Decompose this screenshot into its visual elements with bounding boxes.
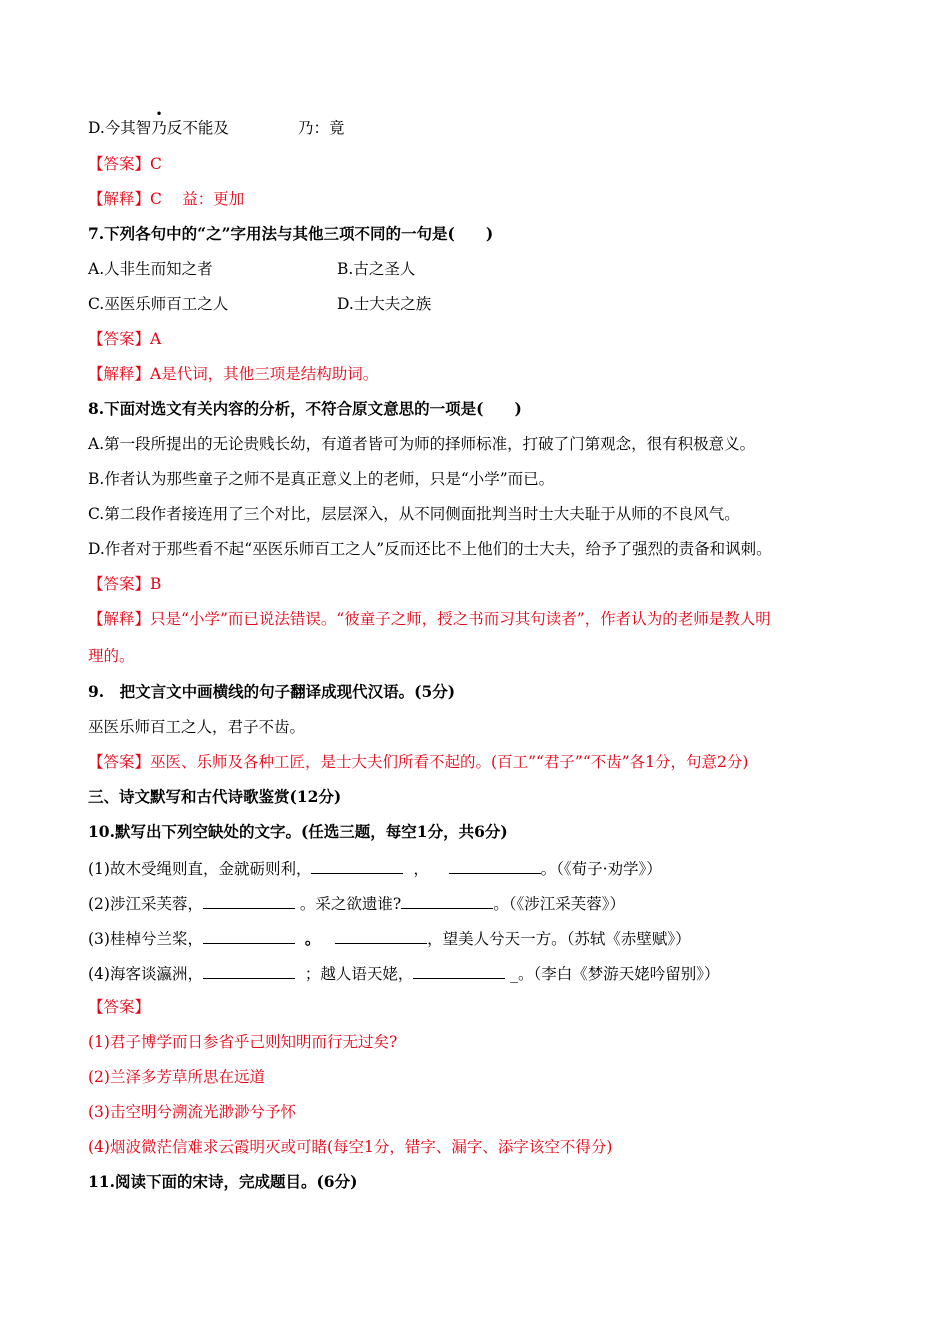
- q6-answer: [88, 154, 162, 174]
- q7-option-c: C.巫医乐师百工之人: [88, 295, 229, 313]
- fill-blank[interactable]: [335, 927, 427, 944]
- answer-tag: 【答案】: [88, 330, 151, 348]
- answer-value: A: [150, 330, 162, 348]
- q10-item-4-source: _。（李白《梦游天姥吟留别》）: [510, 965, 720, 983]
- q8-explain-line-2: 理的。: [88, 647, 135, 665]
- q8-answer: [88, 574, 161, 594]
- q10-stem: 10.默写出下列空缺处的文字。(任选三题，每空1分，共6分): [88, 822, 508, 841]
- q10-answer-tag: 【答案】: [88, 998, 151, 1016]
- q7-options-row-2: [88, 294, 432, 314]
- emphasis-dot-icon: •: [155, 107, 163, 121]
- q6-option-d-gloss: 乃：竟: [298, 119, 345, 137]
- explain-value-line-1: 只是“小学”而已说法错误。“彼童子之师，授之书而习其句读者”，作者认为的老师是教人明: [150, 610, 771, 628]
- q7-answer: [88, 329, 161, 349]
- q10-item-3: [88, 927, 691, 949]
- section-3-heading: 三、诗文默写和古代诗歌鉴赏(12分): [88, 787, 342, 806]
- q6-explain: [88, 189, 244, 209]
- q7-option-b: B.古之圣人: [337, 260, 416, 278]
- q10-item-1-sep: ，: [413, 860, 429, 878]
- q6-option-d-pre: D.今其智: [88, 119, 152, 137]
- explain-tag: 【解释】: [88, 610, 151, 628]
- q9-stem: 9. 把文言文中画横线的句子翻译成现代汉语。(5分): [88, 682, 456, 701]
- answer-tag: 【答案】: [88, 155, 151, 173]
- explain-tag: 【解释】: [88, 365, 151, 383]
- q10-answer-4: (4)烟波微茫信难求云霞明灭或可睹(每空1分，错字、漏字、添字该空不得分): [88, 1138, 613, 1156]
- q9-sentence: 巫医乐师百工之人，君子不齿。: [88, 718, 306, 736]
- q7-option-a: A.人非生而知之者: [88, 260, 213, 278]
- answer-tag: 【答案】: [88, 575, 151, 593]
- q8-explain: [88, 609, 771, 629]
- q10-item-2: [88, 892, 625, 914]
- answer-tag: 【答案】: [88, 753, 151, 771]
- fill-blank[interactable]: [203, 962, 295, 979]
- q9-answer: [88, 752, 748, 772]
- q8-stem: 8.下面对选文有关内容的分析，不符合原文意思的一项是( ): [88, 399, 522, 418]
- q10-item-3-text: (3)桂棹兮兰桨，: [88, 930, 203, 948]
- q10-item-1-text: (1)故木受绳则直，金就砺则利，: [88, 860, 312, 878]
- q10-item-3-source: ，望美人兮天一方。（苏轼《赤壁赋》）: [427, 930, 691, 948]
- q6-option-d-dotted-char: • 乃: [151, 107, 167, 137]
- fill-blank[interactable]: [203, 892, 295, 909]
- q10-item-1: [88, 857, 662, 879]
- fill-blank[interactable]: [449, 857, 541, 874]
- q7-option-d: D.士大夫之族: [337, 295, 432, 313]
- q6-option-d: [88, 107, 345, 138]
- fill-blank[interactable]: [401, 892, 493, 909]
- explain-tag: 【解释】: [88, 190, 151, 208]
- q7-stem: 7.下列各句中的“之”字用法与其他三项不同的一句是( ): [88, 224, 494, 243]
- q6-option-d-post: 反不能及: [166, 119, 229, 137]
- q10-item-2-source: 。（《涉江采芙蓉》）: [493, 895, 625, 913]
- fill-blank[interactable]: [311, 857, 403, 874]
- q7-explain: [88, 364, 378, 384]
- q11-stem: 11.阅读下面的宋诗，完成题目。(6分): [88, 1172, 358, 1191]
- q10-item-1-source: 。（《荀子·劝学》）: [540, 860, 662, 878]
- q10-item-4-mid: ；越人语天姥，: [304, 965, 414, 983]
- q10-item-4: [88, 962, 720, 984]
- q10-answer-3: (3)击空明兮溯流光渺渺兮予怀: [88, 1103, 296, 1121]
- q7-options-row-1: [88, 259, 416, 279]
- q10-answer-2: (2)兰泽多芳草所思在远道: [88, 1068, 265, 1086]
- q10-item-3-sep: 。: [304, 929, 321, 948]
- explain-value: C 益：更加: [150, 190, 245, 208]
- explain-value: A是代词，其他三项是结构助词。: [150, 365, 379, 383]
- q8-option-c: C.第二段作者接连用了三个对比，层层深入，从不同侧面批判当时士大夫耻于从师的不良风气。: [88, 505, 740, 523]
- q8-option-a: A.第一段所提出的无论贵贱长幼，有道者皆可为师的择师标准，打破了门第观念，很有积极意义。: [88, 435, 756, 453]
- q10-item-2-mid: 。采之欲遗谁?: [299, 895, 402, 913]
- q10-item-2-text: (2)涉江采芙蓉，: [88, 895, 203, 913]
- q10-answer-1: (1)君子博学而日参省乎己则知明而行无过矣?: [88, 1033, 398, 1051]
- q8-option-d: D.作者对于那些看不起“巫医乐师百工之人”反而还比不上他们的士大夫，给予了强烈的责备和讽刺。: [88, 540, 772, 558]
- fill-blank[interactable]: [413, 962, 505, 979]
- fill-blank[interactable]: [203, 927, 295, 944]
- answer-value: C: [150, 155, 162, 173]
- answer-value: B: [150, 575, 162, 593]
- q10-item-4-text: (4)海客谈瀛洲，: [88, 965, 203, 983]
- answer-value: 巫医、乐师及各种工匠，是士大夫们所看不起的。(百工”“君子”“不齿”各1分，句意2分): [150, 753, 749, 771]
- q8-option-b: B.作者认为那些童子之师不是真正意义上的老师，只是“小学”而已。: [88, 470, 555, 488]
